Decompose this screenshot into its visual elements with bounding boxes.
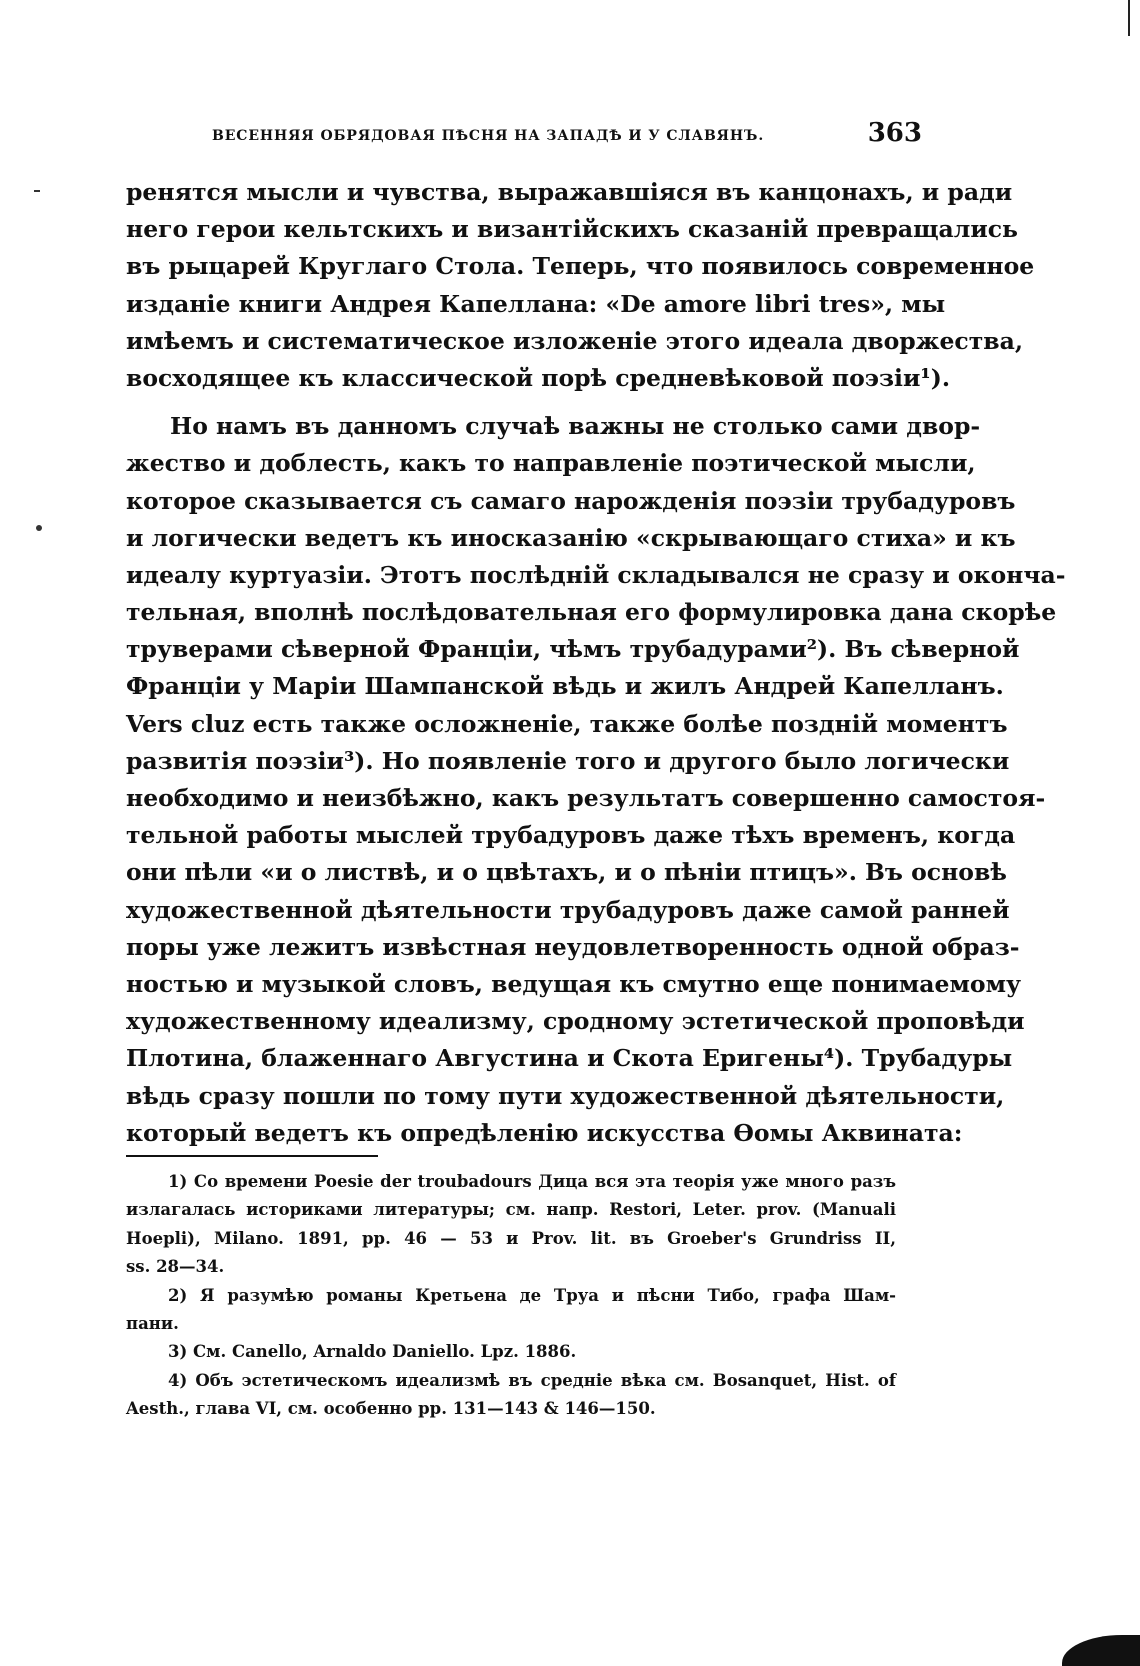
text-line: который ведетъ къ опредѣленію искусства Ѳомы Аквината: — [126, 1118, 963, 1147]
margin-dash-mark — [34, 190, 40, 192]
footnotes — [126, 1168, 896, 1424]
text-line: восходящее къ классической порѣ средневѣковой поэзіи¹). — [126, 363, 951, 392]
text-line: они пѣли «и о листвѣ, и о цвѣтахъ, и о пѣніи птицъ». Въ основѣ — [126, 858, 1007, 887]
main-text — [126, 174, 1066, 1152]
text-line: труверами сѣверной Франціи, чѣмъ трубадурами²). Въ сѣверной — [126, 635, 1020, 664]
text-line: Vers cluz есть также осложненіе, также болѣе поздній моментъ — [126, 709, 1008, 738]
text-line: имѣемъ и систематическое изложеніе этого идеала дворжества, — [126, 326, 1024, 355]
footnote-line: 2) Я разумѣю романы Кретьена де Труа и пѣсни Тибо, графа Шам- — [168, 1285, 896, 1305]
text-line: изданіе книги Андрея Капеллана: «De amore libri tres», мы — [126, 289, 946, 318]
text-line: Плотина, блаженнаго Августина и Скота Еригены⁴). Трубадуры — [126, 1044, 1013, 1073]
text-line: необходимо и неизбѣжно, какъ результатъ совершенно самостоя- — [126, 784, 1046, 812]
text-line: него герои кельтскихъ и византійскихъ сказаній превращались — [126, 215, 1019, 244]
footnote-separator — [126, 1155, 378, 1157]
text-line: художественному идеализму, сродному эстетической проповѣди — [126, 1007, 1025, 1036]
footnote-line: 3) См. Canello, Arnaldo Daniello. Lpz. 1886. — [168, 1342, 577, 1362]
page-header — [206, 116, 926, 154]
text-line: ностью и музыкой словъ, ведущая къ смутно еще понимаемому — [126, 969, 1022, 998]
page-number: 363 — [867, 118, 922, 148]
text-line: и логически ведетъ къ иносказанію «скрывающаго стиха» и къ — [126, 523, 1016, 552]
running-head: ВЕСЕННЯЯ ОБРЯДОВАЯ ПѢСНЯ НА ЗАПАДѢ И У СЛАВЯНЪ. — [212, 128, 765, 144]
text-line: Но намъ въ данномъ случаѣ важны не столько сами двор- — [170, 412, 981, 441]
text-line: ренятся мысли и чувства, выражавшіяся въ канцонахъ, и ради — [126, 178, 1013, 206]
text-line: Франціи у Маріи Шампанской вѣдь и жилъ Андрей Капелланъ. — [126, 672, 1004, 701]
footnote-line: 4) Объ эстетическомъ идеализмѣ въ средніе вѣка см. Bosanquet, Hist. of — [168, 1370, 896, 1390]
text-line: развитія поэзіи³). Но появленіе того и другого было логически — [126, 746, 1010, 775]
text-line: жество и доблесть, какъ то направленіе поэтической мысли, — [126, 449, 976, 478]
text-line: которое сказывается съ самаго нарожденія поэзіи трубадуровъ — [126, 486, 1016, 515]
text-line: тельной работы мыслей трубадуровъ даже тѣхъ временъ, когда — [126, 821, 1016, 850]
corner-scan-mark — [1062, 1635, 1140, 1666]
top-edge-rule — [1128, 0, 1130, 36]
text-line: въ рыцарей Круглаго Стола. Теперь, что появилось современное — [126, 252, 1035, 281]
footnote-line: ss. 28—34. — [126, 1257, 225, 1277]
text-line: тельная, вполнѣ послѣдовательная его формулировка дана скорѣе — [126, 598, 1057, 627]
footnote-line: Aesth., глава VI, см. особенно pp. 131—143 & 146—150. — [126, 1399, 656, 1419]
footnote-line: пани. — [126, 1313, 179, 1333]
footnote-line: 1) Со времени Poesie der troubadours Дица вся эта теорія уже много разъ — [168, 1172, 896, 1191]
text-line: вѣдь сразу пошли по тому пути художественной дѣятельности, — [126, 1081, 1005, 1110]
footnote-line: Hoepli), Milano. 1891, pp. 46 — 53 и Prov. lit. въ Groeber's Grundriss II, — [126, 1228, 896, 1248]
text-line: поры уже лежитъ извѣстная неудовлетворенность одной образ- — [126, 932, 1020, 961]
footnote-line: излагалась историками литературы; см. напр. Restori, Leter. prov. (Manuali — [126, 1200, 896, 1220]
text-line: идеалу куртуазіи. Этотъ послѣдній складывался не сразу и оконча- — [126, 560, 1066, 589]
text-line: художественной дѣятельности трубадуровъ даже самой ранней — [126, 895, 1010, 924]
margin-dot-mark — [36, 525, 42, 531]
